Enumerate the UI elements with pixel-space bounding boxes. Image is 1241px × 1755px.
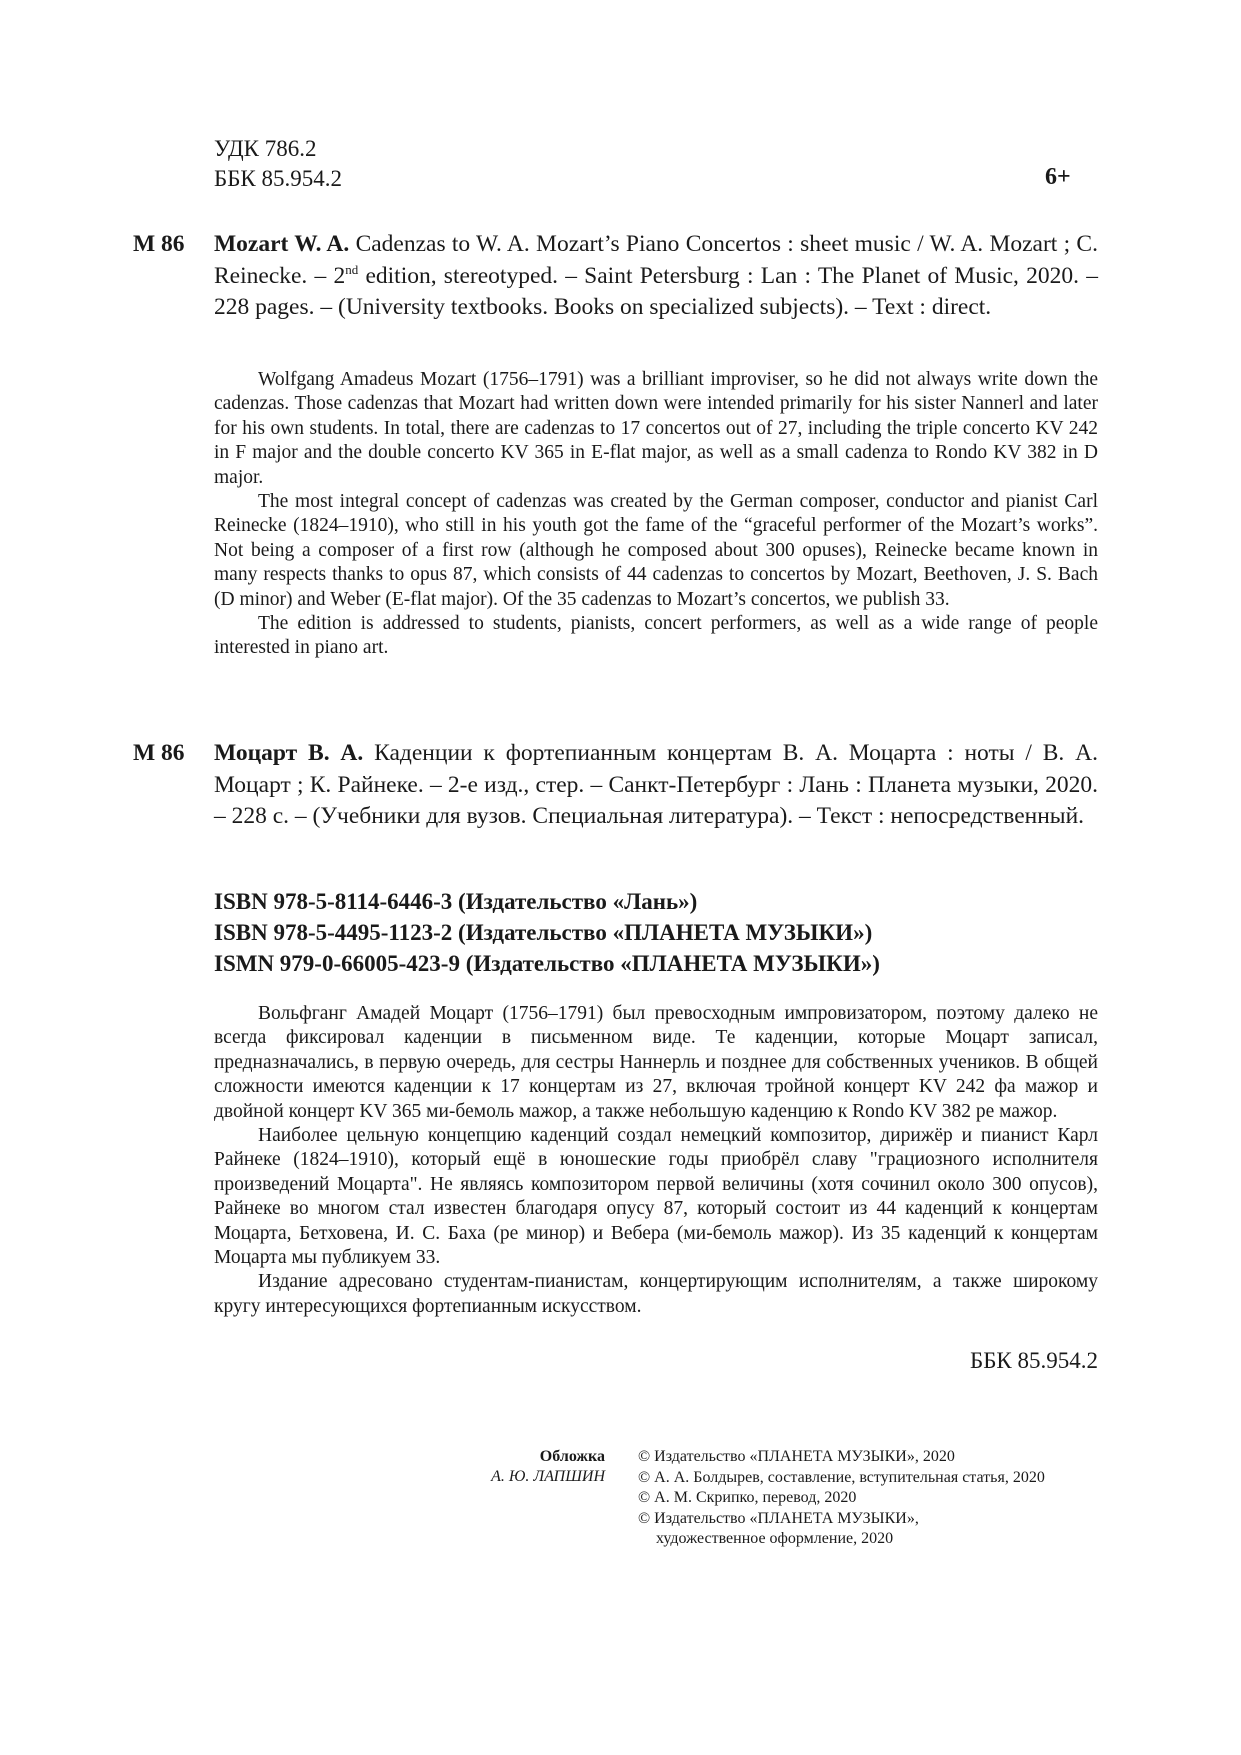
english-bibliographic-entry <box>214 229 1098 324</box>
isbn-lan: ISBN 978-5-8114-6446-3 (Издательство «Лань») <box>214 889 698 914</box>
cover-artist: А. Ю. ЛАПШИН <box>491 1468 605 1485</box>
english-entry-text-a: Cadenzas to W. A. Mozart’s Piano Concertos : sheet music / W. A. Mozart ; C. Reinecke. – 2 <box>214 231 1098 289</box>
english-catalog-mark: M 86 <box>133 231 185 257</box>
english-annotation <box>214 368 1098 661</box>
edition-superscript: nd <box>345 261 359 277</box>
cover-label: Обложка <box>539 1448 605 1465</box>
russian-annotation <box>214 1002 1098 1319</box>
russian-annotation-paragraph: Издание адресовано студентам-пианистам, концертирующим исполнителям, а также широкому кругу интересующихся фортепианным искусством. <box>214 1271 1098 1317</box>
isbn-planet: ISBN 978-5-4495-1123-2 (Издательство «ПЛАНЕТА МУЗЫКИ») <box>214 920 873 945</box>
copyright-line: © Издательство «ПЛАНЕТА МУЗЫКИ», <box>638 1509 919 1527</box>
english-author: Mozart W. A. <box>214 231 350 257</box>
copyright-line: © А. А. Болдырев, составление, вступительная статья, 2020 <box>638 1468 1045 1486</box>
ismn-planet: ISMN 979-0-66005-423-9 (Издательство «ПЛАНЕТА МУЗЫКИ») <box>214 951 880 976</box>
english-annotation-paragraph: The most integral concept of cadenzas was created by the German composer, conductor and pianist Carl Reinecke (1824–1910), who still in his youth got the fame of the “graceful performer of the Mozart’s works”. Not being a composer of a first row (although he composed about 300 opuses), Reinecke became known in many respects thanks to opus 87, which consists of 44 cadenzas to concertos by Mozart, Beethoven, J. S. Bach (D minor) and Weber (E-flat major). Of the 35 cadenzas to Mozart’s concertos, we publish 33. <box>214 491 1098 610</box>
russian-annotation-paragraph: Наиболее цельную концепцию каденций создал немецкий композитор, дирижёр и пианист Карл Райнеке (1824–1910), который ещё в юношеские годы приобрёл славу "грациозного исполнителя произведений Моцарта". Не являясь композитором первой величины (хотя сочинил около 300 опусов), Райнеке во многом стал известен благодаря опусу 87, который состоит из 44 каденций к концертам Моцарта, Бетховена, И. С. Баха (ре минор) и Вебера (ми-бемоль мажор). Из 35 каденций к концертам Моцарта мы публикуем 33. <box>214 1125 1098 1269</box>
copyright-line: © А. М. Скрипко, перевод, 2020 <box>638 1489 857 1506</box>
udk-code: УДК 786.2 <box>214 136 317 161</box>
english-entry-text-b: edition, stereotyped. – Saint Petersburg : Lan : The Planet of Music, 2020. – 228 pages. – (University textbooks. Books on specialized subjects). – Text : direct. <box>214 262 1098 320</box>
bbk-code: ББК 85.954.2 <box>214 166 343 191</box>
english-annotation-paragraph: The edition is addressed to students, pianists, concert performers, as well as a wide range of people interested in piano art. <box>214 613 1098 659</box>
copyright-block <box>638 1447 1045 1550</box>
english-annotation-paragraph: Wolfgang Amadeus Mozart (1756–1791) was a brilliant improviser, so he did not always write down the cadenzas. Those cadenzas that Mozart had written down were intended primarily for his sister Nannerl and later for his own students. In total, there are cadenzas to 17 concertos out of 27, including the triple concerto KV 242 in F major and the double concerto KV 365 in E-flat major, as well as a small cadenza to Rondo KV 382 in D major. <box>214 369 1098 488</box>
copyright-line: © Издательство «ПЛАНЕТА МУЗЫКИ», 2020 <box>638 1448 955 1465</box>
russian-bibliographic-entry <box>214 738 1098 833</box>
russian-entry-text: Каденции к фортепианным концертам В. А. Моцарта : ноты / В. А. Моцарт ; К. Райнеке. – 2-е изд., стер. – Санкт-Петербург : Лань : Планета музыки, 2020. – 228 с. – (Учебники для вузов. Специальная литература). – Текст : непосредственный. <box>214 740 1098 829</box>
identifiers-block <box>214 886 880 979</box>
cover-credit <box>420 1447 605 1487</box>
bbk-code-bottom: ББК 85.954.2 <box>969 1348 1098 1373</box>
russian-annotation-paragraph: Вольфганг Амадей Моцарт (1756–1791) был превосходным импровизатором, поэтому далеко не всегда фиксировал каденции в письменном виде. Те каденции, которые Моцарт записал, предназначались, в первую очередь, для сестры Наннерль и позднее для собственных учеников. В общей сложности имеются каденции к 17 концертам из 27, включая тройной концерт KV 242 фа мажор и двойной концерт KV 365 ми-бемоль мажор, а также небольшую каденцию к Rondo KV 382 ре мажор. <box>214 1003 1098 1122</box>
russian-catalog-mark: М 86 <box>133 740 185 766</box>
age-rating: 6+ <box>1045 164 1071 190</box>
copyright-line: художественное оформление, 2020 <box>656 1530 894 1547</box>
russian-author: Моцарт В. А. <box>214 740 364 766</box>
